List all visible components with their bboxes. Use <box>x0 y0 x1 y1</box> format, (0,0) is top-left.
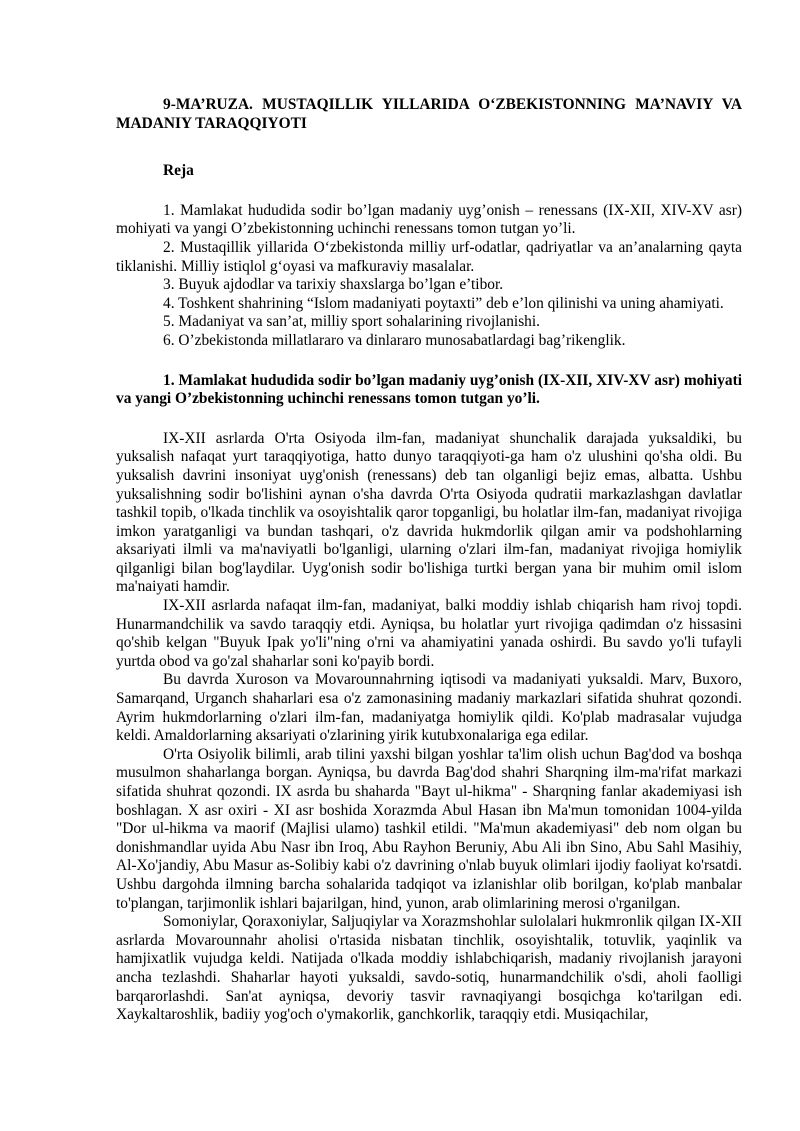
body-paragraph: Bu davrda Xuroson va Movarounnahrning iqtisodi va madaniyati yuksaldi. Marv, Buxoro, Samarqand, Urganch shaharlari esa o'z zamonasining madaniy markazlari sifatida shuhrat qozondi. Ayrim hukmdorlarning o'zlari ilm-fan, madaniyatga homiylik qildi. Ko'plab madrasalar vujudga keldi. Amaldorlarning aksariyati o'zlarining yirik kutubxonalariga ega edilar. <box>116 671 742 745</box>
body-paragraph: Somoniylar, Qoraxoniylar, Saljuqiylar va Xorazmshohlar sulolalari hukmronlik qilgan IX-XII asrlarda Movarounnahr aholisi o'rtasida nisbatan tinchlik, osoyishtalik, totuvlik, yaqinlik va hamjixatlik vujudga keldi. Natijada o'lkada moddiy ishlabchiqarish, madaniy rivojlanish jarayoni ancha tezlashdi. Shaharlar hayoti yuksaldi, savdo-sotiq, hunarmandchilik o'sdi, aholi faolligi barqarorlashdi. San'at ayniqsa, devoriy tasvir ravnaqiyangi bosqichga ko'tarilgan edi. Xaykaltaroshlik, badiiy yog'och o'ymakorlik, ganchkorlik, taraqqiy etdi. Musiqachilar, <box>116 913 742 1024</box>
body-paragraph: O'rta Osiyolik bilimli, arab tilini yaxshi bilgan yoshlar ta'lim olish uchun Bag'dod va boshqa musulmon shaharlanga borgan. Ayniqsa, bu davrda Bag'dod shahri Sharqning ilm-ma'rifat markazi sifatida shuhrat qozondi. IX asrda bu shaharda "Bayt ul-hikma" - Sharqning fanlar akademiyasi ish boshlagan. X asr oxiri - XI asr boshida Xorazmda Abul Hasan ibn Ma'mun tomonidan 1004-yilda "Dor ul-hikma va maorif (Majlisi ulamo) tashkil etildi. "Ma'mun akademiyasi" deb nom olgan bu donishmandlar uyida Abu Nasr ibn Iroq, Abu Rayhon Beruniy, Abu Ali ibn Sino, Abu Sahl Masihiy, Al-Xo'jandiy, Abu Masur as-Solibiy kabi o'z davrining o'nlab buyuk olimlari ijodiy faoliyat ko'rsatdi. Ushbu dargohda ilmning barcha sohalarida tadqiqot va izlanishlar olib borilgan, ko'plab manbalar to'plangan, tarjimonlik ishlari bajarilgan, hind, yunon, arab olimlarining merosi o'rganilgan. <box>116 745 742 912</box>
body-paragraph: IX-XII asrlarda nafaqat ilm-fan, madaniyat, balki moddiy ishlab chiqarish ham rivoj topdi. Hunarmandchilik va savdo taraqqiy etdi. Ayniqsa, bu holatlar yurt rivojiga qadimdan o'z hissasini qo'shib kelgan "Buyuk Ipak yo'li"ning o'rni va ahamiyatini yanada oshirdi. Bu savdo yo'li tufayli yurtda obod va go'zal shaharlar soni ko'payib bordi. <box>116 597 742 670</box>
section-heading: 1. Mamlakat hududida sodir bo’lgan madaniy uyg’onish (IX-XII, XIV-XV asr) mohiyati va yangi O’zbekistonning uchinchi renessans tomon tutgan yo’li. <box>116 371 742 408</box>
plan-item: 5. Madaniyat va san’at, milliy sport sohalarining rivojlanishi. <box>163 313 541 331</box>
body-paragraph: IX-XII asrlarda O'rta Osiyoda ilm-fan, madaniyat shunchalik darajada yuksaldiki, bu yuksalish nafaqat yurt taraqqiyotiga, hatto dunyo taraqqiyoti-ga ham o'z ulushini qo'sha oldi. Bu yuksalish davrini insoniyat uyg'onish (renessans) deb tan olganligi bejiz emas, albatta. Ushbu yuksalishning sodir bo'lishini aynan o'sha davrda O'rta Osiyoda qudratii markazlashgan davlatlar tashkil topib, o'lkada tinchlik va osoyishtalik qaror topganligi, bu holatlar ilm-fan, madaniyat rivojiga imkon yaratganligi va bundan tashqari, o'z davrida hukmdorlik qilgan amir va podshohlarning aksariyati ilmli va ma'naviyatli bo'lganligi, ularning o'zlari ilm-fan, madaniyat rivojiga homiylik qilganligi bilan bog'laydilar. Uyg'onish sodir bo'lishiga turtki bergan yana bir muhim omil islom ma'naiyati hamdir. <box>116 429 742 596</box>
plan-item: 6. O’zbekistonda millatlararo va dinlararo munosabatlardagi bag’rikenglik. <box>163 331 626 349</box>
plan-item: 1. Mamlakat hududida sodir bo’lgan madaniy uyg’onish – renessans (IX-XII, XIV-XV asr) mohiyati va yangi O’zbekistonning uchinchi renessans tomon tutgan yo’li. <box>116 201 742 238</box>
plan-item: 3. Buyuk ajdodlar va tarixiy shaxslarga bo’lgan e’tibor. <box>163 276 504 294</box>
lecture-title: 9-MA’RUZA. MUSTAQILLIK YILLARIDA O‘ZBEKISTONNING MA’NAVIY VA MADANIY TARAQQIYOTI <box>116 96 742 132</box>
plan-item: 2. Mustaqillik yillarida O‘zbekistonda milliy urf-odatlar, qadriyatlar va an’analarning qayta tiklanishi. Milliy istiqlol g‘oyasi va mafkuraviy masalalar. <box>116 238 742 275</box>
plan-item: 4. Toshkent shahrining “Islom madaniyati poytaxti” deb e’lon qilinishi va uning ahamiyati. <box>163 294 724 312</box>
plan-list <box>116 202 742 351</box>
plan-heading: Reja <box>163 162 194 180</box>
